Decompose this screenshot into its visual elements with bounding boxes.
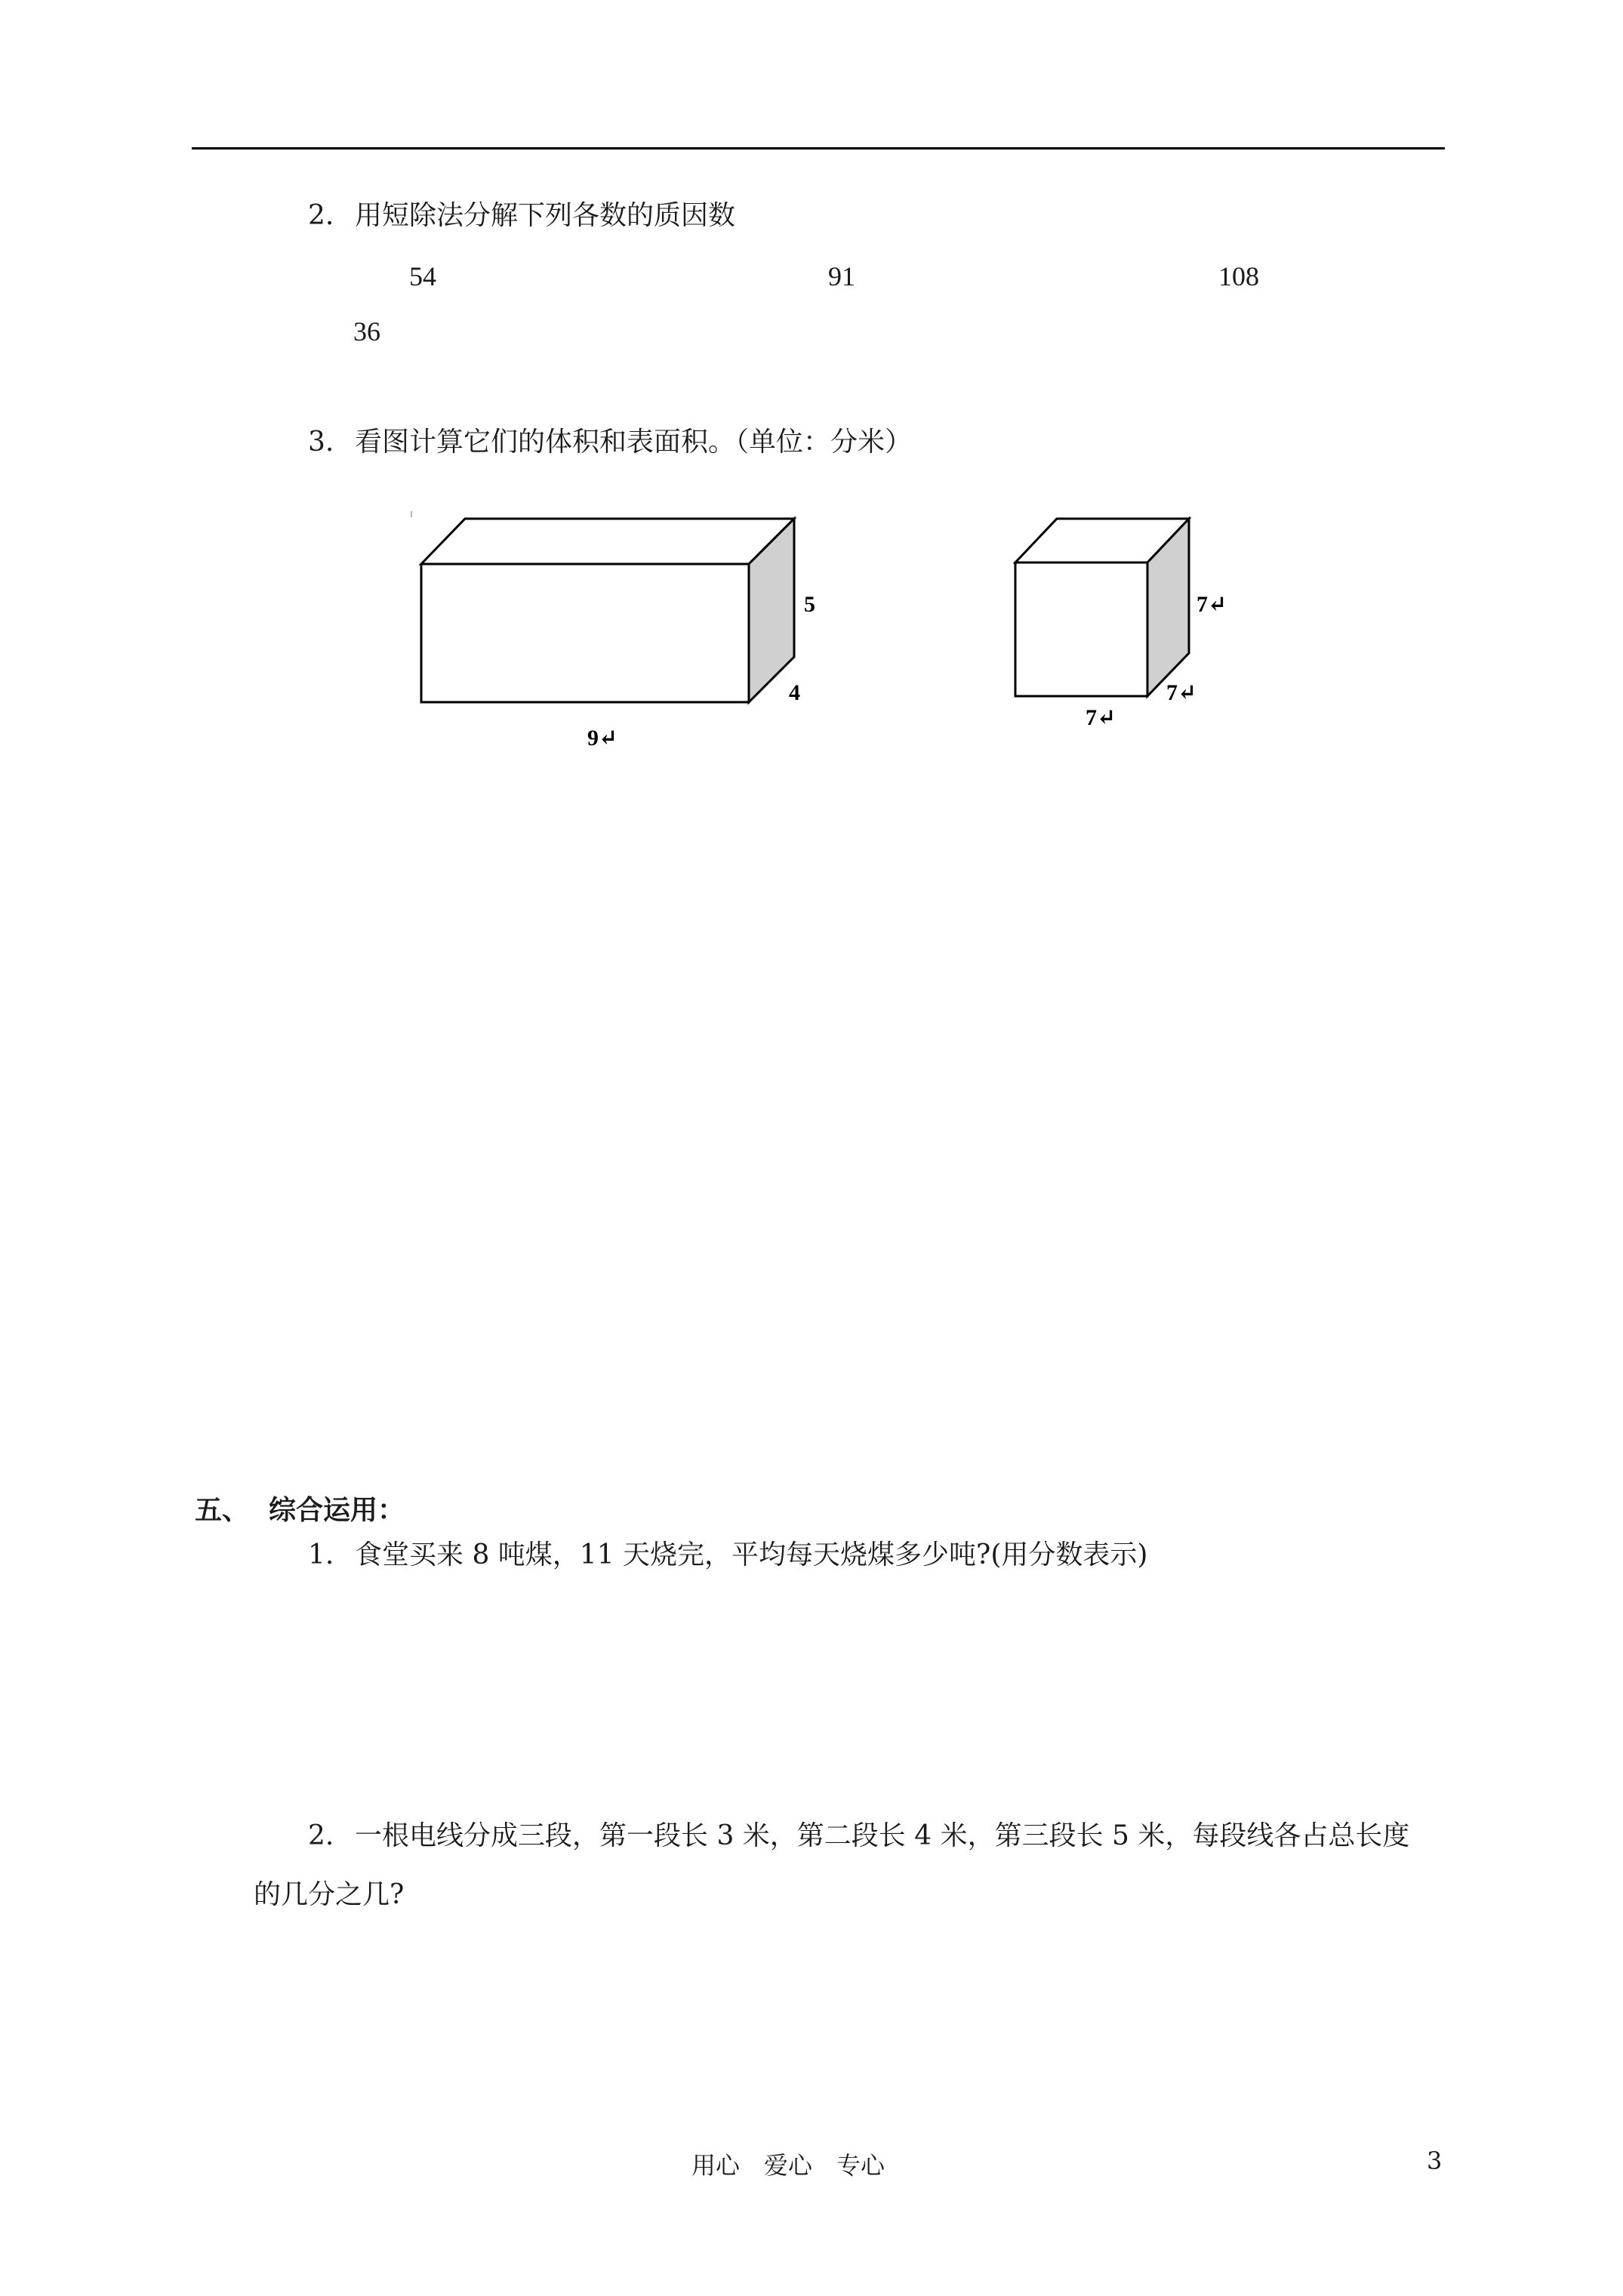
section-title: 综合运用： [269, 1494, 405, 1526]
q3-label: 3. [308, 427, 334, 458]
problem2-label: 2. [308, 1820, 334, 1851]
q2-number-36: 36 [353, 316, 380, 347]
cube-depth-label: 7↵ [1166, 680, 1197, 705]
q2-number-54: 54 [409, 261, 436, 291]
cube-front-face [1015, 562, 1147, 696]
cube-length-label: 7↵ [1086, 705, 1116, 730]
q2-number-91: 91 [828, 261, 855, 291]
cube-figure [1004, 502, 1261, 744]
cuboid-depth-label: 4 [789, 680, 800, 705]
problem1-text: 食堂买来 8 吨煤，11 天烧完，平均每天烧煤多少吨?(用分数表示) [355, 1539, 1148, 1570]
problem2-line1: 一根电线分成三段，第一段长 3 米，第二段长 4 米，第三段长 5 米，每段线各占总长度 [355, 1820, 1410, 1851]
cuboid-height-label: 5 [804, 592, 815, 617]
cube-height-label: 7↵ [1196, 592, 1227, 617]
q2-text: 用短除法分解下列各数的质因数 [355, 200, 736, 231]
cuboid-top-face [421, 519, 794, 564]
page-number: 3 [1427, 2147, 1443, 2175]
problem1-label: 1. [308, 1539, 334, 1570]
problem2-line2: 的几分之几? [254, 1879, 405, 1910]
cuboid-figure [400, 502, 868, 763]
cuboid-front-face [421, 564, 749, 702]
q3-text: 看图计算它们的体积和表面积。（单位：分米） [355, 427, 913, 458]
q2-label: 2. [308, 200, 334, 231]
cuboid-length-label: 9↵ [587, 726, 618, 750]
footer-motto: 用心 爱心 专心 [691, 2151, 885, 2180]
section-number: 五、 [195, 1494, 250, 1526]
header-rule [192, 147, 1445, 149]
q2-number-108: 108 [1218, 261, 1259, 291]
